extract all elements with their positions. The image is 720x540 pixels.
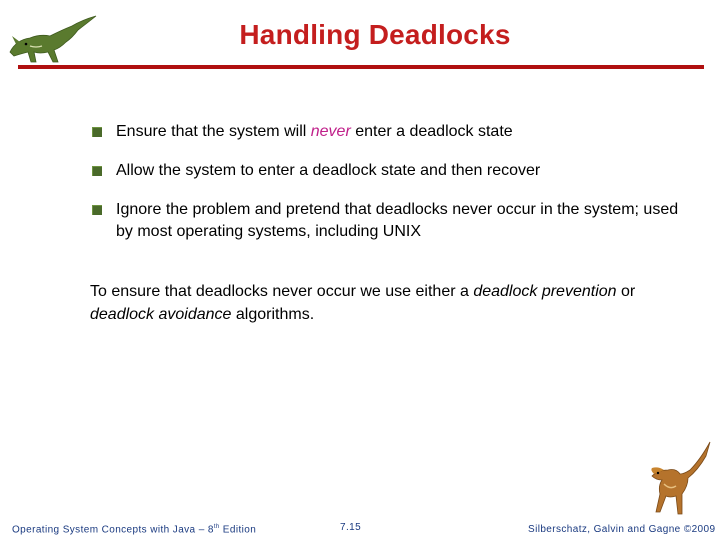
bullet-list [92, 121, 692, 260]
bullet-item [92, 160, 692, 182]
paragraph-emphasis: deadlock prevention [473, 283, 617, 300]
paragraph-text: or [616, 283, 636, 300]
bullet-item [92, 199, 692, 243]
square-bullet-icon [92, 127, 102, 137]
square-bullet-icon [92, 166, 102, 176]
bullet-text: Allow the system to enter a deadlock state and then recover [116, 162, 541, 179]
bullet-text: enter a deadlock state [350, 123, 513, 140]
paragraph-emphasis: deadlock avoidance [90, 306, 232, 323]
footer-page-number: 7.15 [340, 522, 362, 533]
footer-course-title: Operating System Concepts with Java – 8th Edition [12, 524, 257, 536]
slide-title: Handling Deadlocks [239, 19, 511, 50]
paragraph-text: algorithms. [231, 306, 315, 323]
bullet-text: Ensure that the system will [116, 123, 311, 140]
square-bullet-icon [92, 205, 102, 215]
title-divider [18, 65, 704, 69]
footer-copyright: Silberschatz, Galvin and Gagne ©2009 [528, 524, 716, 535]
bullet-text: Ignore the problem and pretend that deadlocks never occur in the system; used by most operating systems, including UNIX [116, 201, 679, 240]
body-paragraph [90, 280, 650, 326]
bullet-item [92, 121, 692, 143]
bullet-emphasis: never [310, 123, 351, 140]
paragraph-text: To ensure that deadlocks never occur we use either a [90, 283, 474, 300]
dinosaur-icon [640, 440, 712, 522]
